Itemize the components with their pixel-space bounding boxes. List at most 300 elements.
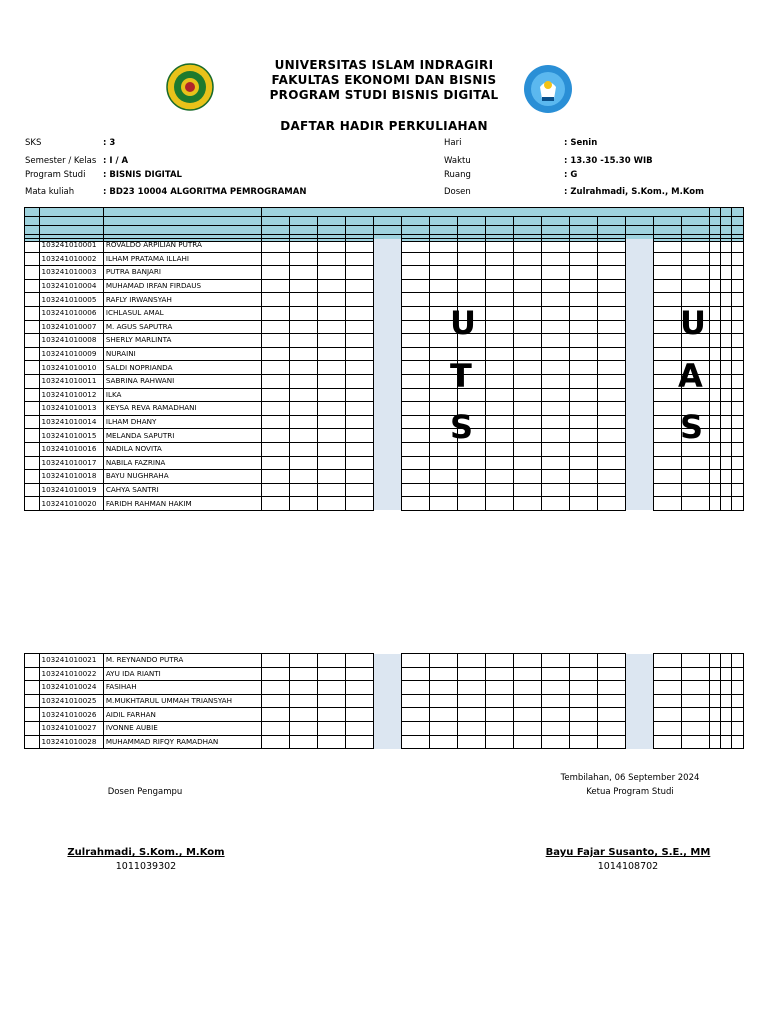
attendance-cell bbox=[681, 654, 709, 668]
attendance-cell bbox=[709, 483, 720, 497]
attendance-cell bbox=[373, 279, 401, 293]
dosen-value: : Zulrahmadi, S.Kom., M.Kom bbox=[564, 187, 704, 197]
student-row bbox=[25, 320, 744, 334]
attendance-cell bbox=[597, 306, 625, 320]
attendance-cell bbox=[709, 361, 720, 375]
attendance-cell bbox=[345, 456, 373, 470]
attendance-cell bbox=[597, 415, 625, 429]
attendance-cell bbox=[653, 293, 681, 307]
student-nim: 103241010007 bbox=[39, 320, 103, 334]
student-name: SHERLY MARLINTA bbox=[103, 334, 261, 348]
attendance-cell bbox=[541, 252, 569, 266]
attendance-cell bbox=[709, 667, 720, 681]
header-cell bbox=[457, 217, 485, 226]
attendance-cell bbox=[261, 320, 289, 334]
attendance-cell bbox=[457, 279, 485, 293]
header-cell bbox=[625, 217, 653, 226]
attendance-cell bbox=[569, 266, 597, 280]
header-cell bbox=[709, 208, 720, 217]
attendance-cell bbox=[625, 374, 653, 388]
student-nim: 103241010013 bbox=[39, 402, 103, 416]
attendance-cell bbox=[541, 239, 569, 253]
attendance-cell bbox=[513, 735, 541, 749]
attendance-cell bbox=[513, 266, 541, 280]
attendance-cell bbox=[401, 293, 429, 307]
attendance-cell bbox=[653, 279, 681, 293]
attendance-cell bbox=[289, 456, 317, 470]
header-cell bbox=[103, 226, 261, 235]
attendance-cell bbox=[429, 654, 457, 668]
attendance-cell bbox=[345, 388, 373, 402]
attendance-cell bbox=[485, 667, 513, 681]
attendance-cell bbox=[541, 694, 569, 708]
header-cell bbox=[103, 208, 261, 217]
attendance-cell bbox=[345, 470, 373, 484]
attendance-cell bbox=[485, 415, 513, 429]
attendance-cell bbox=[597, 735, 625, 749]
attendance-cell bbox=[345, 347, 373, 361]
attendance-cell bbox=[597, 497, 625, 511]
attendance-cell bbox=[317, 279, 345, 293]
attendance-cell bbox=[345, 306, 373, 320]
header-cell bbox=[681, 217, 709, 226]
attendance-cell bbox=[261, 497, 289, 511]
attendance-cell bbox=[709, 735, 720, 749]
attendance-cell bbox=[625, 361, 653, 375]
attendance-cell bbox=[541, 293, 569, 307]
header-cell bbox=[732, 226, 744, 235]
uas-letter-2: A bbox=[678, 357, 703, 395]
header-cell bbox=[373, 217, 401, 226]
student-row bbox=[25, 279, 744, 293]
attendance-cell bbox=[401, 279, 429, 293]
attendance-cell bbox=[625, 239, 653, 253]
attendance-cell bbox=[317, 708, 345, 722]
attendance-cell bbox=[732, 429, 744, 443]
student-row bbox=[25, 361, 744, 375]
student-row bbox=[25, 347, 744, 361]
attendance-cell bbox=[732, 497, 744, 511]
attendance-cell bbox=[289, 388, 317, 402]
attendance-cell bbox=[429, 735, 457, 749]
attendance-cell bbox=[317, 497, 345, 511]
attendance-cell bbox=[261, 402, 289, 416]
attendance-cell bbox=[317, 483, 345, 497]
header-cell bbox=[429, 226, 457, 235]
attendance-cell bbox=[720, 483, 731, 497]
attendance-cell bbox=[732, 293, 744, 307]
attendance-cell bbox=[289, 239, 317, 253]
student-row bbox=[25, 252, 744, 266]
attendance-cell bbox=[289, 293, 317, 307]
attendance-cell bbox=[653, 239, 681, 253]
attendance-cell bbox=[541, 279, 569, 293]
header-cell bbox=[401, 226, 429, 235]
header-cell bbox=[597, 217, 625, 226]
attendance-cell bbox=[597, 681, 625, 695]
attendance-cell bbox=[720, 306, 731, 320]
attendance-cell bbox=[401, 735, 429, 749]
attendance-cell bbox=[720, 347, 731, 361]
attendance-cell bbox=[317, 252, 345, 266]
student-row bbox=[25, 708, 744, 722]
header-cell bbox=[317, 226, 345, 235]
attendance-cell bbox=[317, 361, 345, 375]
attendance-cell bbox=[261, 415, 289, 429]
attendance-cell bbox=[569, 293, 597, 307]
row-number-cell bbox=[25, 402, 40, 416]
attendance-cell bbox=[345, 681, 373, 695]
attendance-cell bbox=[401, 442, 429, 456]
attendance-cell bbox=[597, 429, 625, 443]
attendance-cell bbox=[597, 361, 625, 375]
attendance-cell bbox=[541, 667, 569, 681]
attendance-cell bbox=[513, 442, 541, 456]
attendance-cell bbox=[653, 347, 681, 361]
attendance-cell bbox=[653, 708, 681, 722]
attendance-cell bbox=[541, 470, 569, 484]
student-name: NADILA NOVITA bbox=[103, 442, 261, 456]
attendance-cell bbox=[345, 654, 373, 668]
attendance-cell bbox=[732, 361, 744, 375]
ruang-value: : G bbox=[564, 170, 578, 180]
attendance-cell bbox=[485, 239, 513, 253]
attendance-cell bbox=[732, 402, 744, 416]
prodi-value: : BISNIS DIGITAL bbox=[103, 170, 182, 180]
attendance-cell bbox=[485, 334, 513, 348]
header-cell bbox=[541, 226, 569, 235]
attendance-cell bbox=[732, 456, 744, 470]
right-role: Ketua Program Studi bbox=[586, 787, 674, 797]
attendance-cell bbox=[625, 456, 653, 470]
attendance-cell bbox=[457, 456, 485, 470]
attendance-cell bbox=[317, 694, 345, 708]
attendance-cell bbox=[541, 266, 569, 280]
attendance-cell bbox=[569, 415, 597, 429]
attendance-cell bbox=[625, 442, 653, 456]
attendance-cell bbox=[720, 470, 731, 484]
attendance-cell bbox=[732, 374, 744, 388]
attendance-cell bbox=[345, 334, 373, 348]
attendance-cell bbox=[653, 415, 681, 429]
attendance-cell bbox=[720, 694, 731, 708]
attendance-cell bbox=[373, 320, 401, 334]
attendance-cell bbox=[569, 402, 597, 416]
attendance-cell bbox=[289, 279, 317, 293]
attendance-cell bbox=[709, 320, 720, 334]
attendance-cell bbox=[653, 252, 681, 266]
attendance-cell bbox=[597, 293, 625, 307]
attendance-cell bbox=[732, 442, 744, 456]
attendance-cell bbox=[485, 293, 513, 307]
attendance-cell bbox=[261, 374, 289, 388]
attendance-cell bbox=[429, 456, 457, 470]
attendance-cell bbox=[709, 708, 720, 722]
attendance-cell bbox=[457, 681, 485, 695]
attendance-cell bbox=[345, 735, 373, 749]
attendance-cell bbox=[289, 320, 317, 334]
row-number-cell bbox=[25, 456, 40, 470]
attendance-cell bbox=[373, 388, 401, 402]
attendance-cell bbox=[373, 708, 401, 722]
attendance-cell bbox=[317, 429, 345, 443]
attendance-cell bbox=[345, 320, 373, 334]
attendance-cell bbox=[681, 721, 709, 735]
row-number-cell bbox=[25, 654, 40, 668]
attendance-cell bbox=[485, 470, 513, 484]
student-nim: 103241010025 bbox=[39, 694, 103, 708]
attendance-cell bbox=[485, 497, 513, 511]
attendance-cell bbox=[709, 279, 720, 293]
header-cell bbox=[513, 217, 541, 226]
attendance-cell bbox=[569, 681, 597, 695]
attendance-cell bbox=[373, 667, 401, 681]
attendance-cell bbox=[653, 429, 681, 443]
student-row bbox=[25, 470, 744, 484]
student-row bbox=[25, 374, 744, 388]
attendance-cell bbox=[457, 694, 485, 708]
attendance-cell bbox=[289, 415, 317, 429]
attendance-cell bbox=[569, 361, 597, 375]
attendance-cell bbox=[597, 388, 625, 402]
right-signatory-id: 1014108702 bbox=[597, 861, 659, 872]
attendance-cell bbox=[513, 483, 541, 497]
attendance-cell bbox=[317, 239, 345, 253]
attendance-cell bbox=[569, 708, 597, 722]
attendance-cell bbox=[513, 654, 541, 668]
student-name: RAFLY IRWANSYAH bbox=[103, 293, 261, 307]
attendance-cell bbox=[732, 483, 744, 497]
attendance-cell bbox=[401, 708, 429, 722]
attendance-table-page1 bbox=[24, 238, 744, 511]
row-number-cell bbox=[25, 735, 40, 749]
attendance-cell bbox=[401, 361, 429, 375]
header-cell bbox=[103, 217, 261, 226]
attendance-cell bbox=[401, 429, 429, 443]
attendance-cell bbox=[401, 374, 429, 388]
student-name: PUTRA BANJARI bbox=[103, 266, 261, 280]
attendance-cell bbox=[429, 470, 457, 484]
attendance-cell bbox=[485, 654, 513, 668]
row-number-cell bbox=[25, 361, 40, 375]
header-cell bbox=[485, 217, 513, 226]
attendance-cell bbox=[653, 483, 681, 497]
student-nim: 103241010005 bbox=[39, 293, 103, 307]
row-number-cell bbox=[25, 252, 40, 266]
attendance-cell bbox=[625, 266, 653, 280]
attendance-cell bbox=[317, 470, 345, 484]
attendance-cell bbox=[653, 681, 681, 695]
attendance-cell bbox=[485, 735, 513, 749]
attendance-cell bbox=[317, 721, 345, 735]
row-number-cell bbox=[25, 266, 40, 280]
attendance-cell bbox=[597, 239, 625, 253]
attendance-cell bbox=[373, 721, 401, 735]
attendance-cell bbox=[261, 361, 289, 375]
attendance-cell bbox=[720, 388, 731, 402]
header-cell bbox=[345, 226, 373, 235]
attendance-cell bbox=[709, 470, 720, 484]
header-cell bbox=[39, 217, 103, 226]
attendance-cell bbox=[373, 415, 401, 429]
attendance-cell bbox=[289, 483, 317, 497]
attendance-cell bbox=[681, 266, 709, 280]
attendance-cell bbox=[653, 402, 681, 416]
attendance-cell bbox=[289, 266, 317, 280]
attendance-cell bbox=[720, 334, 731, 348]
attendance-cell bbox=[457, 239, 485, 253]
attendance-cell bbox=[625, 708, 653, 722]
attendance-cell bbox=[569, 694, 597, 708]
attendance-cell bbox=[401, 334, 429, 348]
attendance-cell bbox=[345, 293, 373, 307]
attendance-cell bbox=[345, 361, 373, 375]
attendance-cell bbox=[261, 388, 289, 402]
attendance-cell bbox=[289, 442, 317, 456]
attendance-cell bbox=[653, 374, 681, 388]
attendance-cell bbox=[720, 721, 731, 735]
attendance-cell bbox=[625, 402, 653, 416]
attendance-cell bbox=[485, 681, 513, 695]
student-name: ROVALDO ARPILIAN PUTRA bbox=[103, 239, 261, 253]
attendance-cell bbox=[597, 347, 625, 361]
header-cell bbox=[485, 226, 513, 235]
attendance-cell bbox=[653, 388, 681, 402]
attendance-cell bbox=[569, 667, 597, 681]
attendance-cell bbox=[625, 483, 653, 497]
header-row bbox=[25, 226, 744, 235]
attendance-cell bbox=[373, 681, 401, 695]
attendance-cell bbox=[513, 667, 541, 681]
attendance-cell bbox=[720, 361, 731, 375]
student-nim: 103241010016 bbox=[39, 442, 103, 456]
place-date: Tembilahan, 06 September 2024 bbox=[560, 773, 700, 783]
attendance-cell bbox=[625, 667, 653, 681]
attendance-cell bbox=[345, 415, 373, 429]
attendance-cell bbox=[569, 374, 597, 388]
attendance-cell bbox=[541, 456, 569, 470]
attendance-cell bbox=[732, 306, 744, 320]
student-name: M.MUKHTARUL UMMAH TRIANSYAH bbox=[103, 694, 261, 708]
semester-label: Semester / Kelas bbox=[25, 156, 97, 166]
attendance-cell bbox=[401, 483, 429, 497]
attendance-cell bbox=[345, 708, 373, 722]
attendance-cell bbox=[569, 279, 597, 293]
header-cell bbox=[720, 226, 731, 235]
attendance-cell bbox=[653, 456, 681, 470]
dosen-label: Dosen bbox=[444, 187, 471, 197]
attendance-cell bbox=[345, 483, 373, 497]
sks-label: SKS bbox=[25, 138, 42, 148]
attendance-cell bbox=[457, 667, 485, 681]
attendance-cell bbox=[317, 374, 345, 388]
attendance-cell bbox=[597, 374, 625, 388]
attendance-cell bbox=[513, 456, 541, 470]
student-nim: 103241010021 bbox=[39, 654, 103, 668]
attendance-cell bbox=[569, 456, 597, 470]
header-cell bbox=[457, 226, 485, 235]
student-name: BAYU NUGHRAHA bbox=[103, 470, 261, 484]
header-cell bbox=[653, 226, 681, 235]
attendance-cell bbox=[317, 293, 345, 307]
attendance-cell bbox=[720, 266, 731, 280]
row-number-cell bbox=[25, 374, 40, 388]
header-cell bbox=[720, 208, 731, 217]
attendance-cell bbox=[429, 497, 457, 511]
attendance-cell bbox=[653, 667, 681, 681]
header-cell bbox=[373, 226, 401, 235]
student-nim: 103241010003 bbox=[39, 266, 103, 280]
attendance-cell bbox=[597, 442, 625, 456]
row-number-cell bbox=[25, 320, 40, 334]
header-cell bbox=[39, 208, 103, 217]
attendance-cell bbox=[401, 266, 429, 280]
attendance-cell bbox=[597, 721, 625, 735]
attendance-cell bbox=[261, 239, 289, 253]
header-cell bbox=[569, 217, 597, 226]
row-number-cell bbox=[25, 239, 40, 253]
attendance-cell bbox=[625, 279, 653, 293]
attendance-cell bbox=[345, 252, 373, 266]
header-cell bbox=[681, 226, 709, 235]
header-cell bbox=[401, 217, 429, 226]
attendance-cell bbox=[289, 694, 317, 708]
row-number-cell bbox=[25, 694, 40, 708]
student-row bbox=[25, 654, 744, 668]
semester-value: : I / A bbox=[103, 156, 129, 166]
student-nim: 103241010004 bbox=[39, 279, 103, 293]
attendance-cell bbox=[289, 361, 317, 375]
attendance-cell bbox=[569, 306, 597, 320]
header-cell bbox=[653, 217, 681, 226]
attendance-cell bbox=[709, 429, 720, 443]
prodi-label: Program Studi bbox=[25, 170, 86, 180]
student-row bbox=[25, 239, 744, 253]
student-nim: 103241010006 bbox=[39, 306, 103, 320]
attendance-cell bbox=[653, 654, 681, 668]
student-row bbox=[25, 721, 744, 735]
attendance-cell bbox=[261, 694, 289, 708]
attendance-cell bbox=[373, 347, 401, 361]
attendance-cell bbox=[541, 306, 569, 320]
attendance-cell bbox=[681, 456, 709, 470]
attendance-cell bbox=[541, 402, 569, 416]
attendance-cell bbox=[485, 279, 513, 293]
attendance-cell bbox=[261, 667, 289, 681]
attendance-cell bbox=[732, 266, 744, 280]
student-name: FASIHAH bbox=[103, 681, 261, 695]
attendance-cell bbox=[569, 483, 597, 497]
student-name: M. REYNANDO PUTRA bbox=[103, 654, 261, 668]
row-number-cell bbox=[25, 721, 40, 735]
attendance-cell bbox=[597, 483, 625, 497]
attendance-cell bbox=[569, 721, 597, 735]
row-number-cell bbox=[25, 306, 40, 320]
attendance-cell bbox=[625, 320, 653, 334]
attendance-cell bbox=[541, 654, 569, 668]
attendance-cell bbox=[625, 654, 653, 668]
attendance-cell bbox=[625, 470, 653, 484]
attendance-cell bbox=[261, 293, 289, 307]
attendance-cell bbox=[429, 667, 457, 681]
attendance-cell bbox=[709, 681, 720, 695]
attendance-cell bbox=[720, 374, 731, 388]
attendance-cell bbox=[289, 306, 317, 320]
attendance-cell bbox=[597, 402, 625, 416]
waktu-value: : 13.30 -15.30 WIB bbox=[564, 156, 653, 166]
attendance-cell bbox=[720, 429, 731, 443]
attendance-cell bbox=[373, 374, 401, 388]
